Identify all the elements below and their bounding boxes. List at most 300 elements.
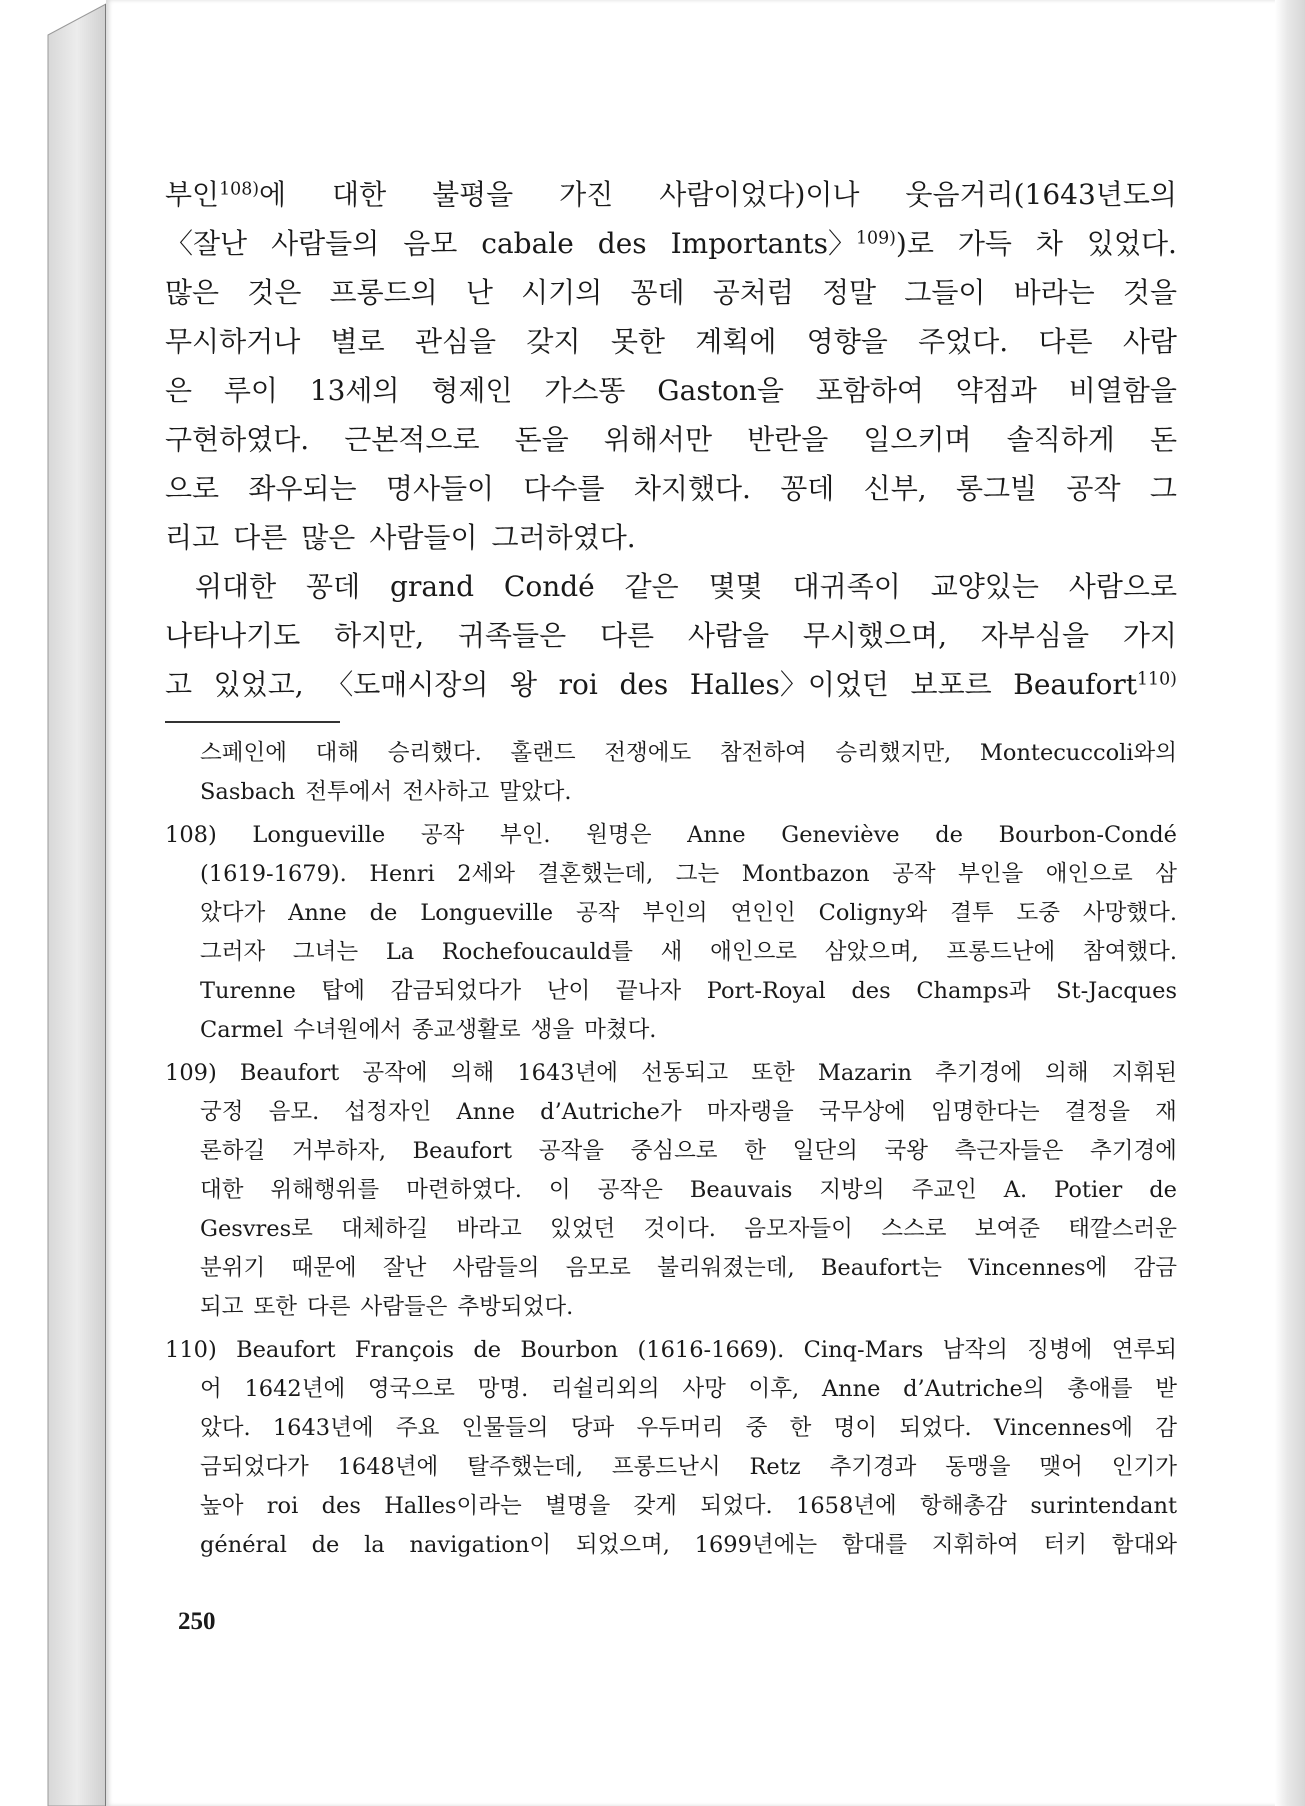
text-word: 명사들이 — [385, 472, 495, 505]
text-line — [165, 464, 1177, 513]
text-word: 항해총감 — [920, 1493, 1007, 1519]
text-word: Beauvais — [689, 1177, 793, 1203]
text-word: 또한 — [751, 1060, 795, 1086]
text-word: 부인. — [499, 822, 551, 848]
text-word: 솔직하게 — [1006, 423, 1115, 456]
text-word: 위해행위를 — [270, 1177, 380, 1203]
text-word: Champs과 — [916, 978, 1031, 1004]
text-word: François — [354, 1337, 454, 1363]
footnote-line — [165, 734, 1177, 773]
text-word: 금되었다가 — [200, 1454, 309, 1480]
text-word: 난이 — [546, 978, 591, 1004]
footnote-line — [165, 1288, 1177, 1327]
text-word: d’Autriche의 — [903, 1376, 1045, 1402]
text-word: 부인$^{108)}$에 — [165, 178, 287, 211]
text-word: Rochefoucauld를 — [441, 939, 633, 965]
text-word: 것은 — [247, 276, 302, 309]
text-word: 수녀원에서 — [293, 1017, 402, 1043]
footnote-ref: 110) — [1137, 669, 1177, 690]
footnote-line — [165, 1526, 1177, 1565]
text-word: 섭정자인 — [344, 1099, 432, 1125]
text-word: 공작 — [892, 861, 936, 887]
text-word: Henri — [369, 861, 435, 887]
text-word: 되고 — [200, 1294, 244, 1320]
text-word: 결투 — [950, 900, 994, 926]
text-word: 있었고, — [213, 668, 304, 701]
text-word: 공작 — [420, 822, 465, 848]
text-word: 전쟁에도 — [604, 740, 692, 766]
text-word: 리쉴리외의 — [550, 1376, 660, 1402]
text-word: 스페인에 — [200, 740, 287, 766]
text-word: 13세의 — [309, 374, 400, 407]
text-word: 분위기 — [200, 1255, 266, 1281]
text-word: 많은 — [165, 276, 220, 309]
text-word: 감금되었다가 — [390, 978, 522, 1004]
text-word: St-Jacques — [1056, 978, 1177, 1004]
text-word: 주교인 — [911, 1177, 977, 1203]
text-word: 한 — [789, 1415, 812, 1441]
text-word: 가지 — [1122, 619, 1177, 652]
text-word: Anne — [288, 900, 347, 926]
text-word: 프롱드난시 — [611, 1454, 721, 1480]
text-word: 동맹을 — [945, 1454, 1011, 1480]
text-word: 되었으며, — [575, 1532, 670, 1558]
footnote-ref: 108) — [219, 179, 260, 200]
text-word: 공작 — [575, 900, 620, 926]
text-word: Beaufort$^{110)}$ — [1013, 668, 1177, 701]
text-word: 론하길 — [200, 1138, 266, 1164]
footnote — [165, 1054, 1177, 1327]
text-word: de — [473, 1337, 502, 1363]
text-word: 위대한 — [195, 570, 277, 603]
text-word: 끝나자 — [615, 978, 682, 1004]
text-word: 한 — [744, 1138, 766, 1164]
text-word: 있었던 — [550, 1216, 616, 1242]
text-word: 그러자 — [200, 939, 266, 965]
text-word: Anne — [687, 822, 746, 848]
text-word: 맺어 — [1039, 1454, 1083, 1480]
text-word: 터키 — [1043, 1532, 1087, 1558]
text-word: 차 — [1035, 227, 1063, 260]
text-word: 탑에 — [321, 978, 366, 1004]
text-word: 것이다. — [643, 1216, 716, 1242]
text-word: Beaufort — [412, 1138, 513, 1164]
text-word: 때문에 — [291, 1255, 357, 1281]
text-word: 총애를 — [1067, 1376, 1133, 1402]
text-word: 2세와 — [457, 861, 515, 887]
text-word: 태깔스러운 — [1068, 1216, 1177, 1242]
text-word: Condé — [503, 570, 595, 603]
footnote-line — [165, 1448, 1177, 1487]
text-word: 꽁데 — [306, 570, 361, 603]
text-word: Bourbon-Condé — [998, 822, 1177, 848]
text-word: 포함하여 — [815, 374, 924, 407]
text-word: 그 — [1149, 472, 1177, 505]
footnote-separator — [165, 721, 340, 723]
text-word: 바라고 — [456, 1216, 522, 1242]
footnote-line — [165, 1210, 1177, 1249]
text-word: 난 — [465, 276, 493, 309]
text-word: 루이 — [223, 374, 278, 407]
footnote-line — [165, 1171, 1177, 1210]
text-word: Retz — [749, 1454, 801, 1480]
text-word: 돈 — [1149, 423, 1177, 456]
text-word: 스스로 — [881, 1216, 947, 1242]
text-word: 결정을 — [1064, 1099, 1130, 1125]
text-word: 음모 — [403, 227, 458, 260]
text-word: 꽁데 — [630, 276, 685, 309]
text-word: 연루되 — [1111, 1337, 1177, 1363]
text-word: 1642년에 — [244, 1376, 346, 1402]
text-word: 망명. — [477, 1376, 529, 1402]
text-word: Sasbach — [200, 779, 296, 805]
footnote-line — [165, 773, 1177, 812]
text-word: 일으키며 — [863, 423, 972, 456]
text-word: 또한 — [253, 1294, 297, 1320]
text-word: d’Autriche가 — [540, 1099, 682, 1125]
text-line — [165, 219, 1177, 268]
text-word: 보포르 — [910, 668, 992, 701]
text-word: 웃음거리(1643년도의 — [905, 178, 1177, 211]
text-word: 지휘된 — [1111, 1060, 1177, 1086]
text-word: 정말 — [822, 276, 877, 309]
footnote-line — [165, 1487, 1177, 1526]
text-word: 은 — [165, 374, 193, 407]
footnote — [165, 734, 1177, 812]
text-word: 불리워졌는데, — [657, 1255, 795, 1281]
text-word: 았다가 — [200, 900, 266, 926]
text-word: 신부, — [863, 472, 927, 505]
text-word: 일단의 — [792, 1138, 858, 1164]
text-word: 애인으로 — [710, 939, 798, 965]
text-word: 갖지 — [526, 325, 581, 358]
footnote-line — [165, 1011, 1177, 1050]
text-word: 애인으로 — [1045, 861, 1133, 887]
text-word: 109) — [165, 1060, 217, 1086]
text-word: 차지했다. — [633, 472, 751, 505]
text-word: Cinq-Mars — [803, 1337, 924, 1363]
text-word: 영국으로 — [367, 1376, 455, 1402]
text-word: 공작에 — [362, 1060, 428, 1086]
text-word: 108) — [165, 822, 217, 848]
text-word: La — [385, 939, 415, 965]
text-line — [165, 513, 1177, 562]
text-word: 꽁데 — [780, 472, 835, 505]
main-text — [165, 170, 1177, 709]
text-word: 당파 — [570, 1415, 615, 1441]
text-word: 삼았으며, — [824, 939, 919, 965]
text-word: roi — [266, 1493, 299, 1519]
text-word: 높아 — [200, 1493, 244, 1519]
text-word: 돈을 — [514, 423, 569, 456]
text-word: 마련하였다. — [406, 1177, 522, 1203]
text-word: 지휘하여 — [931, 1532, 1019, 1558]
text-word: Beaufort는 — [820, 1255, 943, 1281]
text-word: 대귀족이 — [792, 570, 901, 603]
text-word: 인기가 — [1111, 1454, 1177, 1480]
text-line — [165, 415, 1177, 464]
text-word: 추방되었다. — [457, 1294, 574, 1320]
text-word: général — [200, 1532, 287, 1558]
text-word: 반란을 — [747, 423, 829, 456]
text-line — [165, 170, 1177, 219]
text-word: 중 — [745, 1415, 768, 1441]
text-word: A. — [1003, 1177, 1028, 1203]
text-word: 음모자들이 — [744, 1216, 853, 1242]
text-word: 가진 — [559, 178, 614, 211]
text-word: Beaufort — [236, 1337, 336, 1363]
text-word: 추기경에 — [935, 1060, 1023, 1086]
text-word: 참여했다. — [1082, 939, 1177, 965]
text-word: 추기경과 — [829, 1454, 917, 1480]
text-word: 결혼했는데, — [537, 861, 654, 887]
text-word: 았다. — [200, 1415, 251, 1441]
text-word: 부인의 — [642, 900, 708, 926]
text-word: 형제인 — [431, 374, 513, 407]
footnote-line — [165, 933, 1177, 972]
text-word: 도중 — [1016, 900, 1060, 926]
text-word: 그들이 — [904, 276, 986, 309]
text-word: 사람 — [1122, 325, 1177, 358]
text-word: des — [851, 978, 891, 1004]
text-word: (1619-1679). — [200, 861, 347, 887]
text-word: 함대와 — [1111, 1532, 1177, 1558]
text-word: de — [311, 1532, 340, 1558]
text-word: grand — [390, 570, 475, 603]
text-word: 롱그빌 — [955, 472, 1038, 505]
text-word: 함대를 — [841, 1532, 908, 1558]
text-word: Anne — [821, 1376, 881, 1402]
text-word: 가스똥 — [544, 374, 626, 407]
text-word: 그는 — [675, 861, 720, 887]
text-word: des — [597, 227, 647, 260]
text-word: 사람들은 — [360, 1294, 448, 1320]
text-word: Longueville — [252, 822, 386, 848]
text-word: Montbazon — [741, 861, 870, 887]
book-spine — [0, 0, 110, 1806]
text-word: 참전하여 — [719, 740, 807, 766]
text-word: 있었다. — [1086, 227, 1177, 260]
text-word: 구현하였다. — [165, 423, 310, 456]
text-word: 주었다. — [918, 325, 1009, 358]
text-word: 우두머리 — [636, 1415, 724, 1441]
text-word: 계획에 — [695, 325, 777, 358]
footnote-line — [165, 1132, 1177, 1171]
text-word: 중심으로 — [630, 1138, 718, 1164]
text-word: Halles〉이었던 — [689, 668, 889, 701]
text-word: 교양있는 — [930, 570, 1039, 603]
footnote — [165, 1331, 1177, 1565]
footnote-line — [165, 1249, 1177, 1288]
page-right-edge — [1275, 0, 1305, 1806]
text-word: de — [1149, 1177, 1177, 1203]
text-word: 전투에서 — [305, 779, 393, 805]
text-word: 1648년에 — [337, 1454, 439, 1480]
text-word: des — [321, 1493, 361, 1519]
text-word: 부인을 — [958, 861, 1024, 887]
text-word: 되었다. — [700, 1493, 773, 1519]
text-word: 마쳤다. — [584, 1017, 657, 1043]
text-word: 사람이었다)이나 — [659, 178, 860, 211]
text-word: 고 — [165, 668, 193, 701]
text-word: 음모. — [268, 1099, 320, 1125]
footnote-line — [165, 816, 1177, 855]
text-line — [165, 268, 1177, 317]
text-word: 이후, — [748, 1376, 800, 1402]
text-word: 인물들의 — [461, 1415, 549, 1441]
text-word: de — [935, 822, 963, 848]
text-word: 원명은 — [586, 822, 652, 848]
text-line — [165, 366, 1177, 415]
text-word: Mazarin — [817, 1060, 912, 1086]
text-word: 의해 — [1045, 1060, 1089, 1086]
text-word: 왕 — [510, 668, 538, 701]
text-word: Port-Royal — [706, 978, 826, 1004]
text-word: 가득 — [957, 227, 1012, 260]
footnote-line — [165, 1331, 1177, 1370]
text-line — [165, 660, 1177, 709]
text-word: 징병에 — [1027, 1337, 1093, 1363]
text-word: 의해 — [450, 1060, 495, 1086]
text-word: Bourbon — [520, 1337, 619, 1363]
text-word: 공처럼 — [712, 276, 794, 309]
text-word: de — [369, 900, 398, 926]
text-line — [165, 317, 1177, 366]
text-word: 공작은 — [597, 1177, 663, 1203]
footnote-line — [165, 1370, 1177, 1409]
text-word: 측근자들은 — [954, 1138, 1064, 1164]
text-word: 공작 — [1066, 472, 1121, 505]
text-word: 선동되고 — [641, 1060, 729, 1086]
text-word: 위해서만 — [603, 423, 712, 456]
text-word: 홀랜드 — [510, 740, 576, 766]
text-word: 못한 — [610, 325, 665, 358]
text-word: 감 — [1155, 1415, 1177, 1441]
text-word: Montecuccoli와의 — [979, 740, 1177, 766]
text-word: 사람들이 — [369, 521, 478, 554]
text-word: 새 — [660, 939, 683, 965]
text-word: Vincennes에 — [993, 1415, 1133, 1441]
text-word: roi — [558, 668, 598, 701]
text-word: 〈도매시장의 — [325, 668, 489, 701]
text-word: 공작을 — [538, 1138, 604, 1164]
text-word: 사람들의 — [271, 227, 380, 260]
text-word: 자부심을 — [980, 619, 1089, 652]
text-word: 국무상에 — [818, 1099, 906, 1125]
text-word: 무시했으며, — [802, 619, 947, 652]
text-word: 사망했다. — [1082, 900, 1177, 926]
text-word: 대체하길 — [341, 1216, 429, 1242]
text-word: 다수를 — [523, 472, 605, 505]
text-word: 프롱드의 — [329, 276, 438, 309]
text-word: 추기경에 — [1089, 1138, 1177, 1164]
text-word: 관심을 — [414, 325, 497, 358]
text-word: 근본적으로 — [344, 423, 480, 456]
text-word: 사망 — [682, 1376, 726, 1402]
text-word: 그녀는 — [292, 939, 359, 965]
text-word: 다른 — [1038, 325, 1093, 358]
text-word: la — [364, 1532, 385, 1558]
text-word: Anne — [456, 1099, 516, 1125]
text-word: 갖게 — [633, 1493, 678, 1519]
text-word: 탈주했는데, — [467, 1454, 583, 1480]
footnote-line — [165, 972, 1177, 1011]
text-word: Longueville — [420, 900, 554, 926]
text-word: 약점과 — [955, 374, 1037, 407]
text-word: 승리했다. — [387, 740, 482, 766]
text-word: 귀족들은 — [457, 619, 567, 652]
text-word: 잘난 — [382, 1255, 427, 1281]
footnotes — [165, 734, 1177, 1569]
text-word: 되었다. — [899, 1415, 972, 1441]
text-word: 다른 — [306, 1294, 351, 1320]
text-word: 임명한다는 — [930, 1099, 1040, 1125]
text-word: 대한 — [200, 1177, 244, 1203]
footnote-line — [165, 894, 1177, 933]
text-word: 좌우되는 — [248, 472, 357, 505]
text-word: 대해 — [315, 740, 360, 766]
footnote-ref: 109) — [855, 228, 896, 249]
text-word: 그러하였다. — [491, 521, 636, 554]
text-word: 다른 — [599, 619, 655, 652]
text-word: Carmel — [200, 1017, 284, 1043]
text-word: 사람을 — [687, 619, 770, 652]
page-number: 250 — [178, 1608, 216, 1635]
footnote-line — [165, 855, 1177, 894]
text-word: 프롱드난에 — [946, 939, 1056, 965]
text-word: 같은 — [624, 570, 679, 603]
footnote-line — [165, 1054, 1177, 1093]
text-word: Turenne — [200, 978, 296, 1004]
text-word: (1616-1669). — [637, 1337, 785, 1363]
text-word: Potier — [1054, 1177, 1123, 1203]
footnote-line — [165, 1093, 1177, 1132]
text-word: 비열함을 — [1068, 374, 1177, 407]
text-word: Vincennes에 — [968, 1255, 1108, 1281]
text-word: 것을 — [1122, 276, 1177, 309]
text-word: 삼 — [1155, 861, 1177, 887]
text-word: 궁정 — [200, 1099, 244, 1125]
text-line — [165, 562, 1177, 611]
text-word: 몇몇 — [708, 570, 763, 603]
text-word: 받 — [1155, 1376, 1177, 1402]
text-word: surintendant — [1030, 1493, 1177, 1519]
text-word: 지방의 — [819, 1177, 885, 1203]
text-line — [165, 611, 1177, 660]
text-word: cabale — [481, 227, 574, 260]
text-word: 하지만, — [334, 619, 425, 652]
text-word: 1658년에 — [796, 1493, 897, 1519]
text-word: 승리했지만, — [835, 740, 952, 766]
text-word: 남작의 — [942, 1337, 1008, 1363]
text-word: 전사하고 — [402, 779, 490, 805]
text-word: 어 — [200, 1376, 222, 1402]
text-word: 마자랭을 — [706, 1099, 794, 1125]
text-word: 사람으로 — [1068, 570, 1177, 603]
text-word: 사람들의 — [452, 1255, 540, 1281]
text-word: 생을 — [530, 1017, 575, 1043]
text-word: 재 — [1155, 1099, 1177, 1125]
text-word: Importants〉$^{109)}$)로 — [670, 227, 934, 260]
text-word: 으로 — [165, 472, 220, 505]
text-word: 1699년에는 — [694, 1532, 818, 1558]
text-word: 바라는 — [1013, 276, 1095, 309]
text-word: Coligny와 — [818, 900, 928, 926]
text-word: Beaufort — [239, 1060, 340, 1086]
text-word: 영향을 — [806, 325, 888, 358]
text-word: 별명을 — [545, 1493, 611, 1519]
text-word: 불평을 — [432, 178, 514, 211]
